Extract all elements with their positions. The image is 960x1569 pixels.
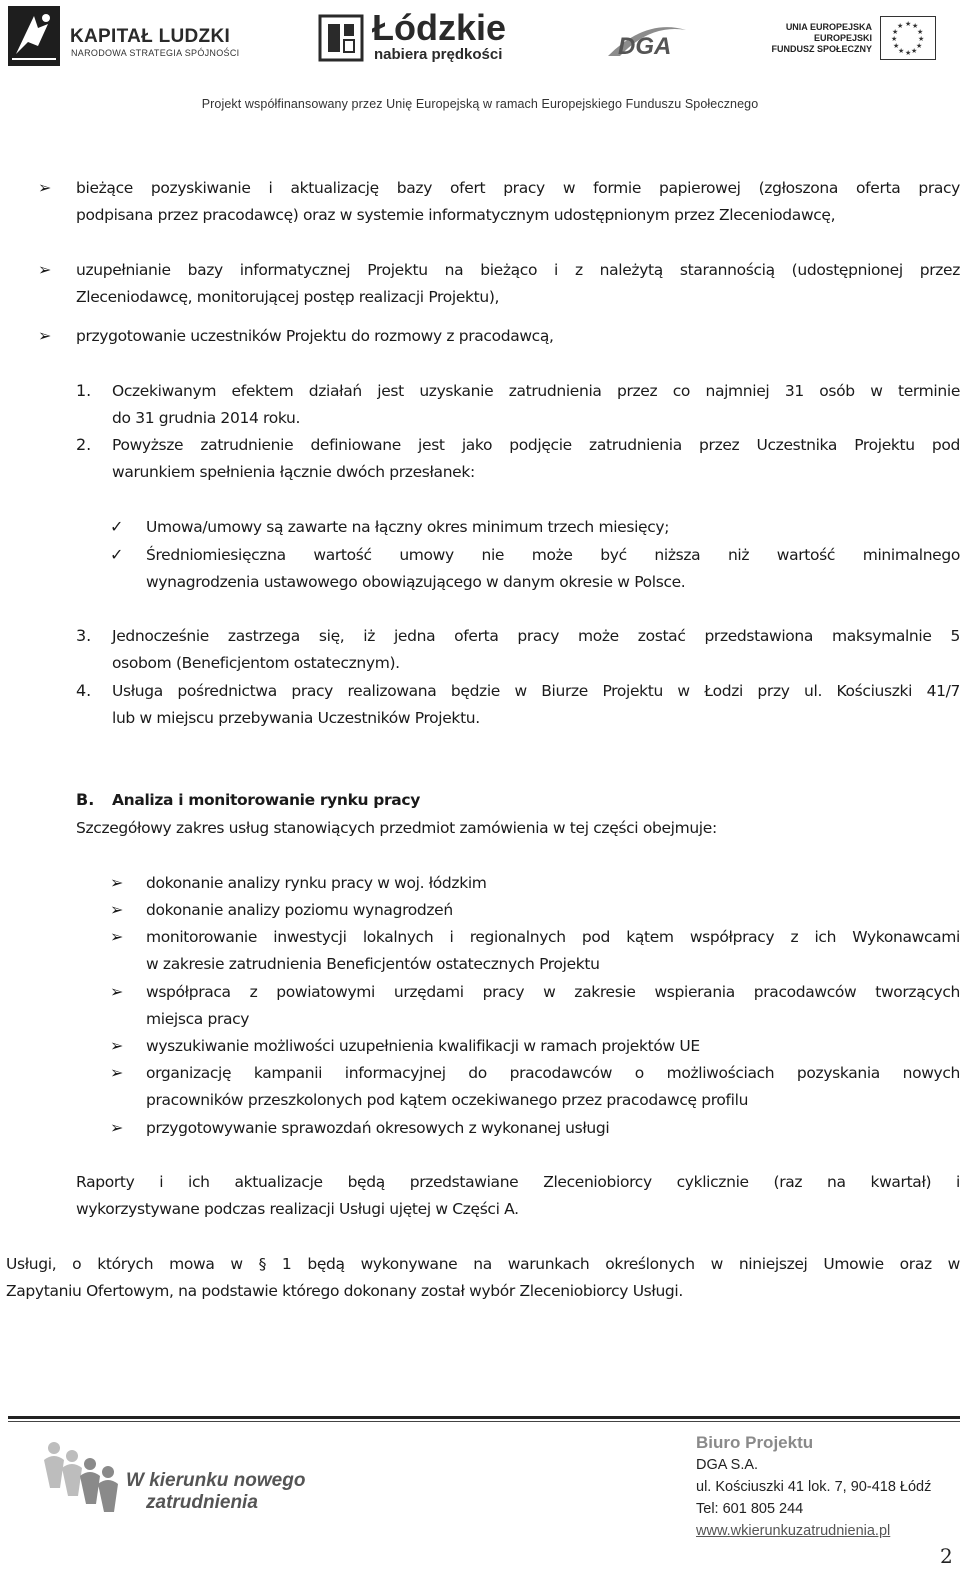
check-item: wynagrodzenia ustawowego obowiązującego w danym okresie w Polsce. <box>146 573 686 591</box>
list-item: wyszukiwanie możliwości uzupełnienia kwalifikacji w ramach projektów UE <box>146 1037 700 1055</box>
svg-text:★: ★ <box>911 47 918 55</box>
lodzkie-logo-icon <box>318 14 364 62</box>
closing-paragraph: Zapytaniu Ofertowym, na podstawie którego dokonany został wybór Zleceniobiorcy Usługi. <box>6 1282 683 1300</box>
kapital-ludzki-title: KAPITAŁ LUDZKI <box>70 26 231 47</box>
list-number: 3. <box>76 626 92 645</box>
arrow-bullet-icon: ➢ <box>110 927 124 946</box>
list-item: dokonanie analizy poziomu wynagrodzeń <box>146 901 453 919</box>
svg-text:★: ★ <box>893 42 900 50</box>
svg-text:★: ★ <box>912 22 919 30</box>
arrow-bullet-icon: ➢ <box>110 1036 124 1055</box>
arrow-bullet-icon: ➢ <box>38 178 52 197</box>
list-number: 1. <box>76 381 92 400</box>
arrow-bullet-icon: ➢ <box>110 982 124 1001</box>
section-heading: Analiza i monitorowanie rynku pracy <box>112 791 420 809</box>
svg-text:★: ★ <box>898 47 905 55</box>
eu-label-line-1: UNIA EUROPEJSKA <box>785 22 872 32</box>
eu-label <box>760 22 872 55</box>
list-number: 2. <box>76 435 92 454</box>
arrow-bullet-icon: ➢ <box>38 260 52 279</box>
office-contact <box>696 1432 931 1542</box>
numbered-item: Oczekiwanym efektem działań jest uzyskanie zatrudnienia przez co najmniej 31 osób w terminie <box>112 382 960 400</box>
list-item: współpraca z powiatowymi urzędami pracy w zakresie wspierania pracodawców tworzących <box>146 983 960 1001</box>
list-item: przygotowywanie sprawozdań okresowych z wykonanej usługi <box>146 1119 610 1137</box>
svg-text:★: ★ <box>897 22 904 30</box>
svg-text:★: ★ <box>918 35 925 43</box>
svg-text:★: ★ <box>916 42 923 50</box>
list-item: Zleceniodawcę, monitorującej postęp realizacji Projektu), <box>76 288 500 306</box>
kapital-ludzki-logo-icon <box>8 6 60 66</box>
office-company: DGA S.A. <box>696 1457 759 1473</box>
check-icon: ✓ <box>110 545 124 564</box>
eu-flag-icon <box>880 16 936 60</box>
list-item: pracowników przeszkolonych pod kątem oczekiwanego przez pracodawcę profilu <box>146 1091 749 1109</box>
svg-text:DGA: DGA <box>618 33 672 60</box>
closing-paragraph: Usługi, o których mowa w § 1 będą wykonywane na warunkach określonych w niniejszej Umowie oraz w <box>6 1255 960 1273</box>
lodzkie-subtitle: nabiera prędkości <box>374 46 503 63</box>
people-logo-icon <box>38 1438 128 1528</box>
arrow-bullet-icon: ➢ <box>110 1063 124 1082</box>
kapital-ludzki-subtitle: NARODOWA STRATEGIA SPÓJNOŚCI <box>71 48 240 58</box>
list-number: 4. <box>76 681 92 700</box>
numbered-item: warunkiem spełnienia łącznie dwóch przesłanek: <box>112 463 475 481</box>
list-item: dokonanie analizy rynku pracy w woj. łódzkim <box>146 874 487 892</box>
footer-divider <box>8 1416 960 1419</box>
list-item: przygotowanie uczestników Projektu do rozmowy z pracodawcą, <box>76 327 554 345</box>
arrow-bullet-icon: ➢ <box>110 900 124 919</box>
arrow-bullet-icon: ➢ <box>110 1118 124 1137</box>
section-letter: B. <box>76 790 95 809</box>
arrow-bullet-icon: ➢ <box>38 326 52 345</box>
lodzkie-title: Łódzkie <box>372 7 507 48</box>
svg-text:★: ★ <box>905 49 912 57</box>
office-website-link[interactable]: www.wkierunkuzatrudnienia.pl <box>696 1523 891 1539</box>
eu-label-line-3: FUNDUSZ SPOŁECZNY <box>771 44 872 54</box>
check-icon: ✓ <box>110 517 124 536</box>
office-title: Biuro Projektu <box>696 1433 814 1452</box>
footer-divider-thin <box>8 1421 960 1422</box>
arrow-bullet-icon: ➢ <box>110 873 124 892</box>
project-slogan <box>126 1470 305 1514</box>
numbered-item: Usługa pośrednictwa pracy realizowana będzie w Biurze Projektu w Łodzi przy ul. Kościuszki 41/7 <box>112 682 960 700</box>
list-item: monitorowanie inwestycji lokalnych i regionalnych pod kątem współpracy z ich Wykonawcami <box>146 928 960 946</box>
list-item: organizację kampanii informacyjnej do pracodawców o możliwościach pozyskania nowych <box>146 1064 960 1082</box>
svg-text:★: ★ <box>891 35 898 43</box>
list-item: miejsca pracy <box>146 1010 250 1028</box>
check-item: Średniomiesięczna wartość umowy nie może być niższa niż wartość minimalnego <box>146 546 960 564</box>
reports-paragraph: Raporty i ich aktualizacje będą przedstawiane Zleceniobiorcy cyklicznie (raz na kwartał) i <box>76 1173 960 1191</box>
numbered-item: osobom (Beneficjentom ostatecznym). <box>112 654 400 672</box>
office-phone: Tel: 601 805 244 <box>696 1501 804 1517</box>
list-item: podpisana przez pracodawcę) oraz w systemie informatycznym udostępnionym przez Zleceniodawcę, <box>76 206 836 224</box>
eu-label-line-2: EUROPEJSKI <box>813 33 872 43</box>
page-header <box>0 0 960 122</box>
numbered-item: do 31 grudnia 2014 roku. <box>112 409 301 427</box>
dga-logo-icon <box>600 16 692 64</box>
numbered-item: lub w miejscu przebywania Uczestników Projektu. <box>112 709 480 727</box>
numbered-item: Jednocześnie zastrzega się, iż jedna oferta pracy może zostać przedstawiona maksymalnie 5 <box>112 627 960 645</box>
list-item: uzupełnianie bazy informatycznej Projektu na bieżąco i z należytą starannością (udostępnionej przez <box>76 261 960 279</box>
list-item: w zakresie zatrudnienia Beneficjentów ostatecznych Projektu <box>146 955 600 973</box>
check-item: Umowa/umowy są zawarte na łączny okres minimum trzech miesięcy; <box>146 518 670 536</box>
numbered-item: Powyższe zatrudnienie definiowane jest jako podjęcie zatrudnienia przez Uczestnika Projektu pod <box>112 436 960 454</box>
svg-text:★: ★ <box>892 28 899 36</box>
office-address: ul. Kościuszki 41 lok. 7, 90-418 Łódź <box>696 1479 932 1495</box>
reports-paragraph: wykorzystywane podczas realizacji Usługi ujętej w Części A. <box>76 1200 519 1218</box>
svg-text:★: ★ <box>905 20 912 28</box>
section-intro: Szczegółowy zakres usług stanowiących przedmiot zamówienia w tej części obejmuje: <box>76 819 717 837</box>
slogan-line-1: W kierunku nowego <box>126 1470 306 1491</box>
header-caption: Projekt współfinansowany przez Unię Europejską w ramach Europejskiego Funduszu Społecznego <box>201 97 759 111</box>
page-number: 2 <box>940 1544 953 1568</box>
svg-text:★: ★ <box>917 28 924 36</box>
slogan-line-2: zatrudnienia <box>146 1492 258 1513</box>
list-item: bieżące pozyskiwanie i aktualizację bazy ofert pracy w formie papierowej (zgłoszona oferta pracy <box>76 179 960 197</box>
